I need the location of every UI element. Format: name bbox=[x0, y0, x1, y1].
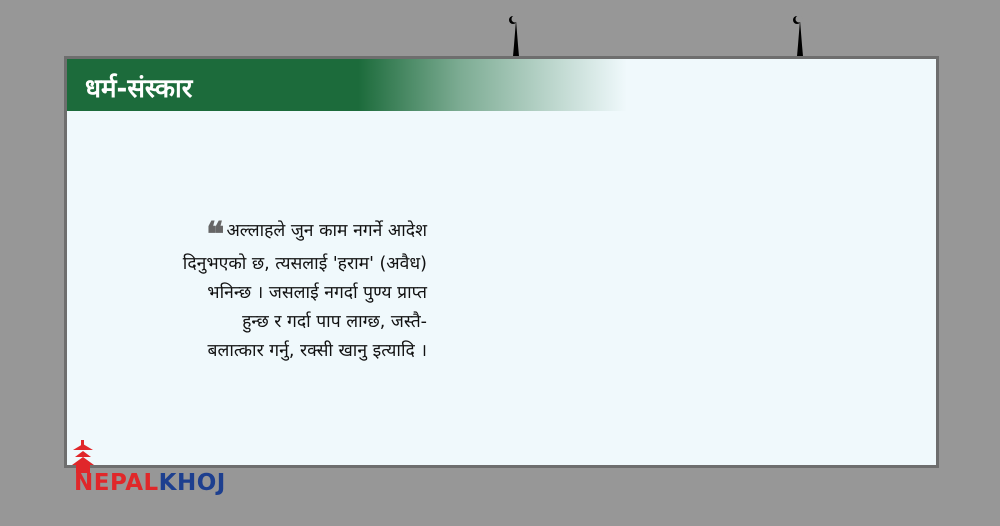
logo-text bbox=[74, 470, 226, 496]
quote-line-5: बलात्कार गर्नु, रक्सी खानु इत्यादि । bbox=[207, 341, 427, 361]
quote-block bbox=[97, 217, 427, 366]
quote-line-1 bbox=[97, 215, 427, 255]
quote-line-3: भनिन्छ । जसलाई नगर्दा पुण्य प्राप्त bbox=[207, 283, 427, 303]
nepalkhoj-logo bbox=[70, 440, 250, 500]
category-banner bbox=[67, 59, 627, 111]
logo-khoj: KHOJ bbox=[158, 470, 226, 496]
pagoda-icon bbox=[70, 440, 96, 474]
quote-line-1-text: अल्लाहले जुन काम नगर्ने आदेश bbox=[226, 221, 427, 241]
quote-line-2: दिनुभएको छ, त्यसलाई 'हराम' (अवैध) bbox=[182, 254, 427, 274]
quote-line-4: हुन्छ र गर्दा पाप लाग्छ, जस्तै- bbox=[242, 312, 427, 332]
banner-title: धर्म-संस्कार bbox=[85, 74, 193, 104]
logo-nepal: NEPAL bbox=[74, 470, 159, 496]
content-card bbox=[64, 56, 939, 468]
quote-mark-icon: ❝ bbox=[206, 215, 225, 255]
